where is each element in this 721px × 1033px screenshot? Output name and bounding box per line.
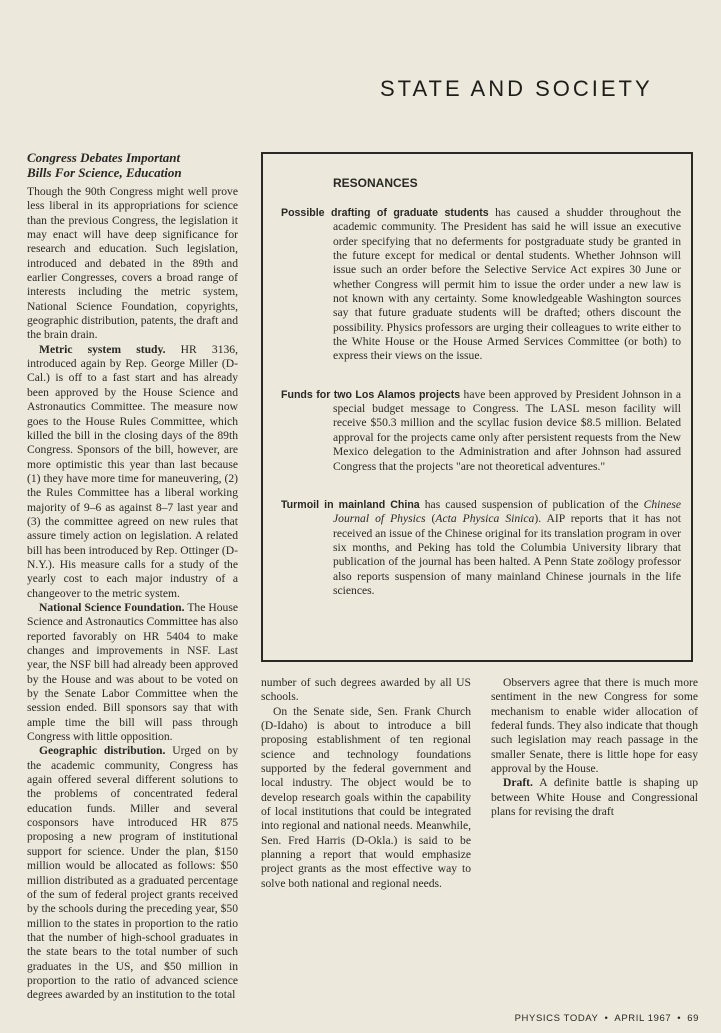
resonance-lead: Possible drafting of graduate students xyxy=(281,207,489,219)
article-title-line-1: Congress Debates Important xyxy=(27,150,181,165)
nsf-body: The House Science and Astronautics Committee has also reported favorably on HR 5404 to make changes and improvements in NSF. Last year, the NSF bill had already been approved by the House and was about to be voted on by the Senate Labor Committee when the session ended. Bill sponsors say that with ample time the bill will pass through Congress with little opposition. xyxy=(27,600,238,744)
article-title xyxy=(27,150,238,180)
article-column-1 xyxy=(27,150,238,1003)
section-title: STATE AND SOCIETY xyxy=(380,76,653,101)
geo-subhead: Geographic distribution. xyxy=(39,744,166,758)
draft-subhead: Draft. xyxy=(503,776,533,790)
resonances-box xyxy=(261,152,693,662)
draft-paragraph xyxy=(491,776,698,819)
article-column-3 xyxy=(491,676,698,819)
metric-paragraph xyxy=(27,343,238,601)
resonance-text: has caused suspension of publication of the xyxy=(424,497,639,511)
metric-subhead: Metric system study. xyxy=(39,342,166,356)
article-title-line-2: Bills For Science, Education xyxy=(27,165,182,180)
nsf-subhead: National Science Foundation. xyxy=(39,600,185,614)
footer-date: APRIL 1967 xyxy=(614,1013,672,1024)
resonance-item: Turmoil in mainland China has caused suspension of publication of the Chinese Journal of Physics (Acta Physica Sinica). AIP reports that it has not received an issue of the Chinese original for its translation program in over six months, and Peking has told the Columbia University library that publication of the journal has been halted. A Penn State zoölogy professor also reports suspension of many mainland Chinese journals in the life sciences. xyxy=(281,497,682,597)
observers-paragraph: Observers agree that there is much more sentiment in the new Congress for some mechanism to enable wider allocation of federal funds. They also indicate that though such legislation may reach passage in the smaller Senate, there is little hope for easy approval by the House. xyxy=(491,676,698,776)
resonance-item xyxy=(281,388,681,474)
journal-name: Chinese Journal of Physics xyxy=(333,497,681,526)
senate-paragraph: On the Senate side, Sen. Frank Church (D-Idaho) is about to introduce a bill proposing establishment of ten regional science and technology foundations supported by the federal government and local industry. The object would be to develop research goals within the capability of local institutions that could be integrated into regional and national needs. Meanwhile, Sen. Fred Harris (D-Okla.) is said to be planning a report that would emphasize project grants as the most effective way to solve both national and regional needs. xyxy=(261,704,471,890)
metric-body: HR 3136, introduced again by Rep. George Miller (D-Cal.) is off to a fast start and has already been approved by the House Science and Astronautics Committee. The measure now goes to the House Rules Committee, which killed the bill in the closing days of the 89th Congress. Sponsors of the bill, however, are more optimistic this year than last because (1) they have more time for maneuvering, (2) the Rules Committee has a liberal working majority of 9–6 as against 8–7 last year and (3) the committee agreed on new rules that assure timely action on legislation. A related bill has been introduced by Rep. Ottinger (D-N.Y.). His measure calls for a study of the yearly cost to each major industry of a changeover to the metric system. xyxy=(27,342,238,600)
geo-continued: number of such degrees awarded by all US schools. xyxy=(261,676,471,704)
nsf-paragraph xyxy=(27,601,238,744)
resonance-item xyxy=(281,206,681,364)
resonance-text: has caused a shudder throughout the academic community. The President has said he will issue an executive order specifying that no deferments for postgraduate study be granted in the future except for medical or dental students. Whether Johnson will issue such an order before the Selective Service Act expires 30 June or whether Congress will permit him to issue the order under a new law is not known with any certainty. Some knowledgeable Washington sources say that future graduate students will be drafted; others discount the possibility. Physics professors are urging their colleagues to write either to the White House or the House Armed Services Committee (or both) to express their views on the issue. xyxy=(333,206,681,363)
intro-paragraph: Though the 90th Congress might well prove less liberal in its appropriations for science than the previous Congress, the legislation it may enact will have deep significance for research and education. Such legislation, introduced and debated in the 89th and earlier Congresses, covers a broad range of interests including the metric system, National Science Foundation, copyrights, geographic distribution, patents, the draft and the brain drain. xyxy=(27,185,238,342)
resonance-lead: Turmoil in mainland China xyxy=(281,498,420,511)
journal-alt-name: Acta Physica Sinica xyxy=(435,512,535,526)
page-number: 69 xyxy=(687,1013,699,1024)
box-title: RESONANCES xyxy=(333,176,418,190)
geo-body: Urged on by the academic community, Congress has again offered several different solutions to the problems of concentrated federal education funds. Miller and several cosponsors have introduced HR 875 proposing a new program of institutional support for science. Under the plan, $150 million would be allocated as follows: $50 million distributed as a graduated percentage of the sum of federal project grants received by the schools during the preceding year, $50 million to the states in proportion to the ratio that the number of high-school graduates in the state bears to the total number of such graduates in the US, and $50 million in proportion to the ratio of advanced science degrees awarded by an institution to the total xyxy=(27,744,238,1002)
article-column-2 xyxy=(261,676,471,891)
page-footer: PHYSICS TODAY • APRIL 1967 • 69 xyxy=(514,1013,699,1024)
resonance-text: . AIP reports that it has not received an issue of the Chinese original for its translation program in over six months, and Peking has told the Columbia University library that publication of the journal has been halted. A Penn State zoölogy professor also reports suspension of many mainland Chinese journals in the life sciences. xyxy=(333,512,682,597)
draft-body: A definite battle is shaping up between White House and Congressional plans for revising the draft xyxy=(491,776,698,819)
resonance-text: have been approved by President Johnson in a special budget message to Congress. The LASL meson facility will receive $50.3 million and the scyllac fusion device $8.5 million. Belated approval for the projects came only after persistent requests from the New Mexico delegation to the Administration and after Johnson had assured Congress that the projects "are not theoretical adventures." xyxy=(333,387,681,473)
geo-paragraph xyxy=(27,744,238,1002)
resonance-lead: Funds for two Los Alamos projects xyxy=(281,388,461,401)
footer-journal: PHYSICS TODAY xyxy=(514,1013,599,1024)
